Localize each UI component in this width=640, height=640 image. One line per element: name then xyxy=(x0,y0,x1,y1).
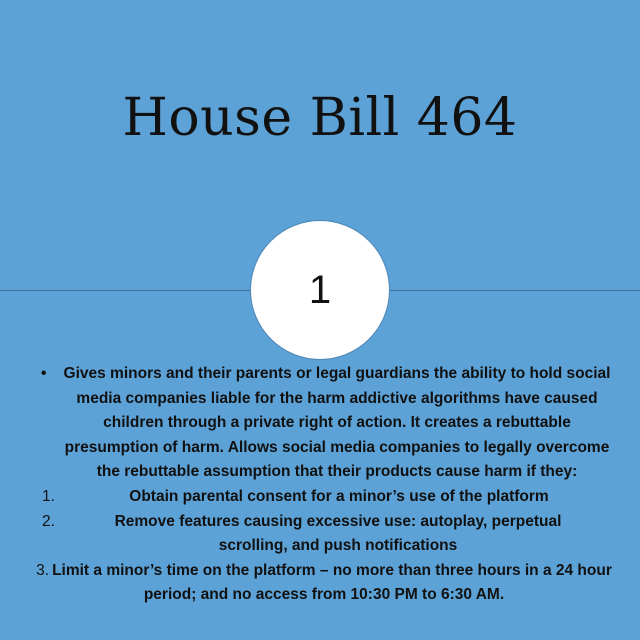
list-item xyxy=(36,510,612,559)
bill-description xyxy=(36,362,612,608)
bullet-marker: • xyxy=(41,365,47,382)
number-badge xyxy=(250,220,390,360)
page-title: House Bill 464 xyxy=(122,88,518,148)
list-item xyxy=(36,559,612,608)
list-text: Limit a minor’s time on the platform – no more than three hours in a 24 hour period; and no access from 10:30 PM to 6:30 AM. xyxy=(52,561,612,604)
list-text: Remove features causing excessive use: autoplay, perpetual scrolling, and push notifications xyxy=(114,512,562,555)
list-number: 3. xyxy=(36,561,50,579)
list-text: Obtain parental consent for a minor’s use of the platform xyxy=(129,487,549,505)
list-number: 2. xyxy=(42,512,55,530)
list-number: 1. xyxy=(42,487,55,505)
bullet-item xyxy=(36,362,612,485)
bullet-text: Gives minors and their parents or legal guardians the ability to hold social media companies liable for the harm addictive algorithms have caused children through a private right of action. It creates a rebuttable presumption of harm. Allows social media companies to legally overcome the rebuttable assumption that their products cause harm if they: xyxy=(63,365,611,481)
number-badge-label: 1 xyxy=(308,267,332,312)
list-item xyxy=(36,485,612,510)
